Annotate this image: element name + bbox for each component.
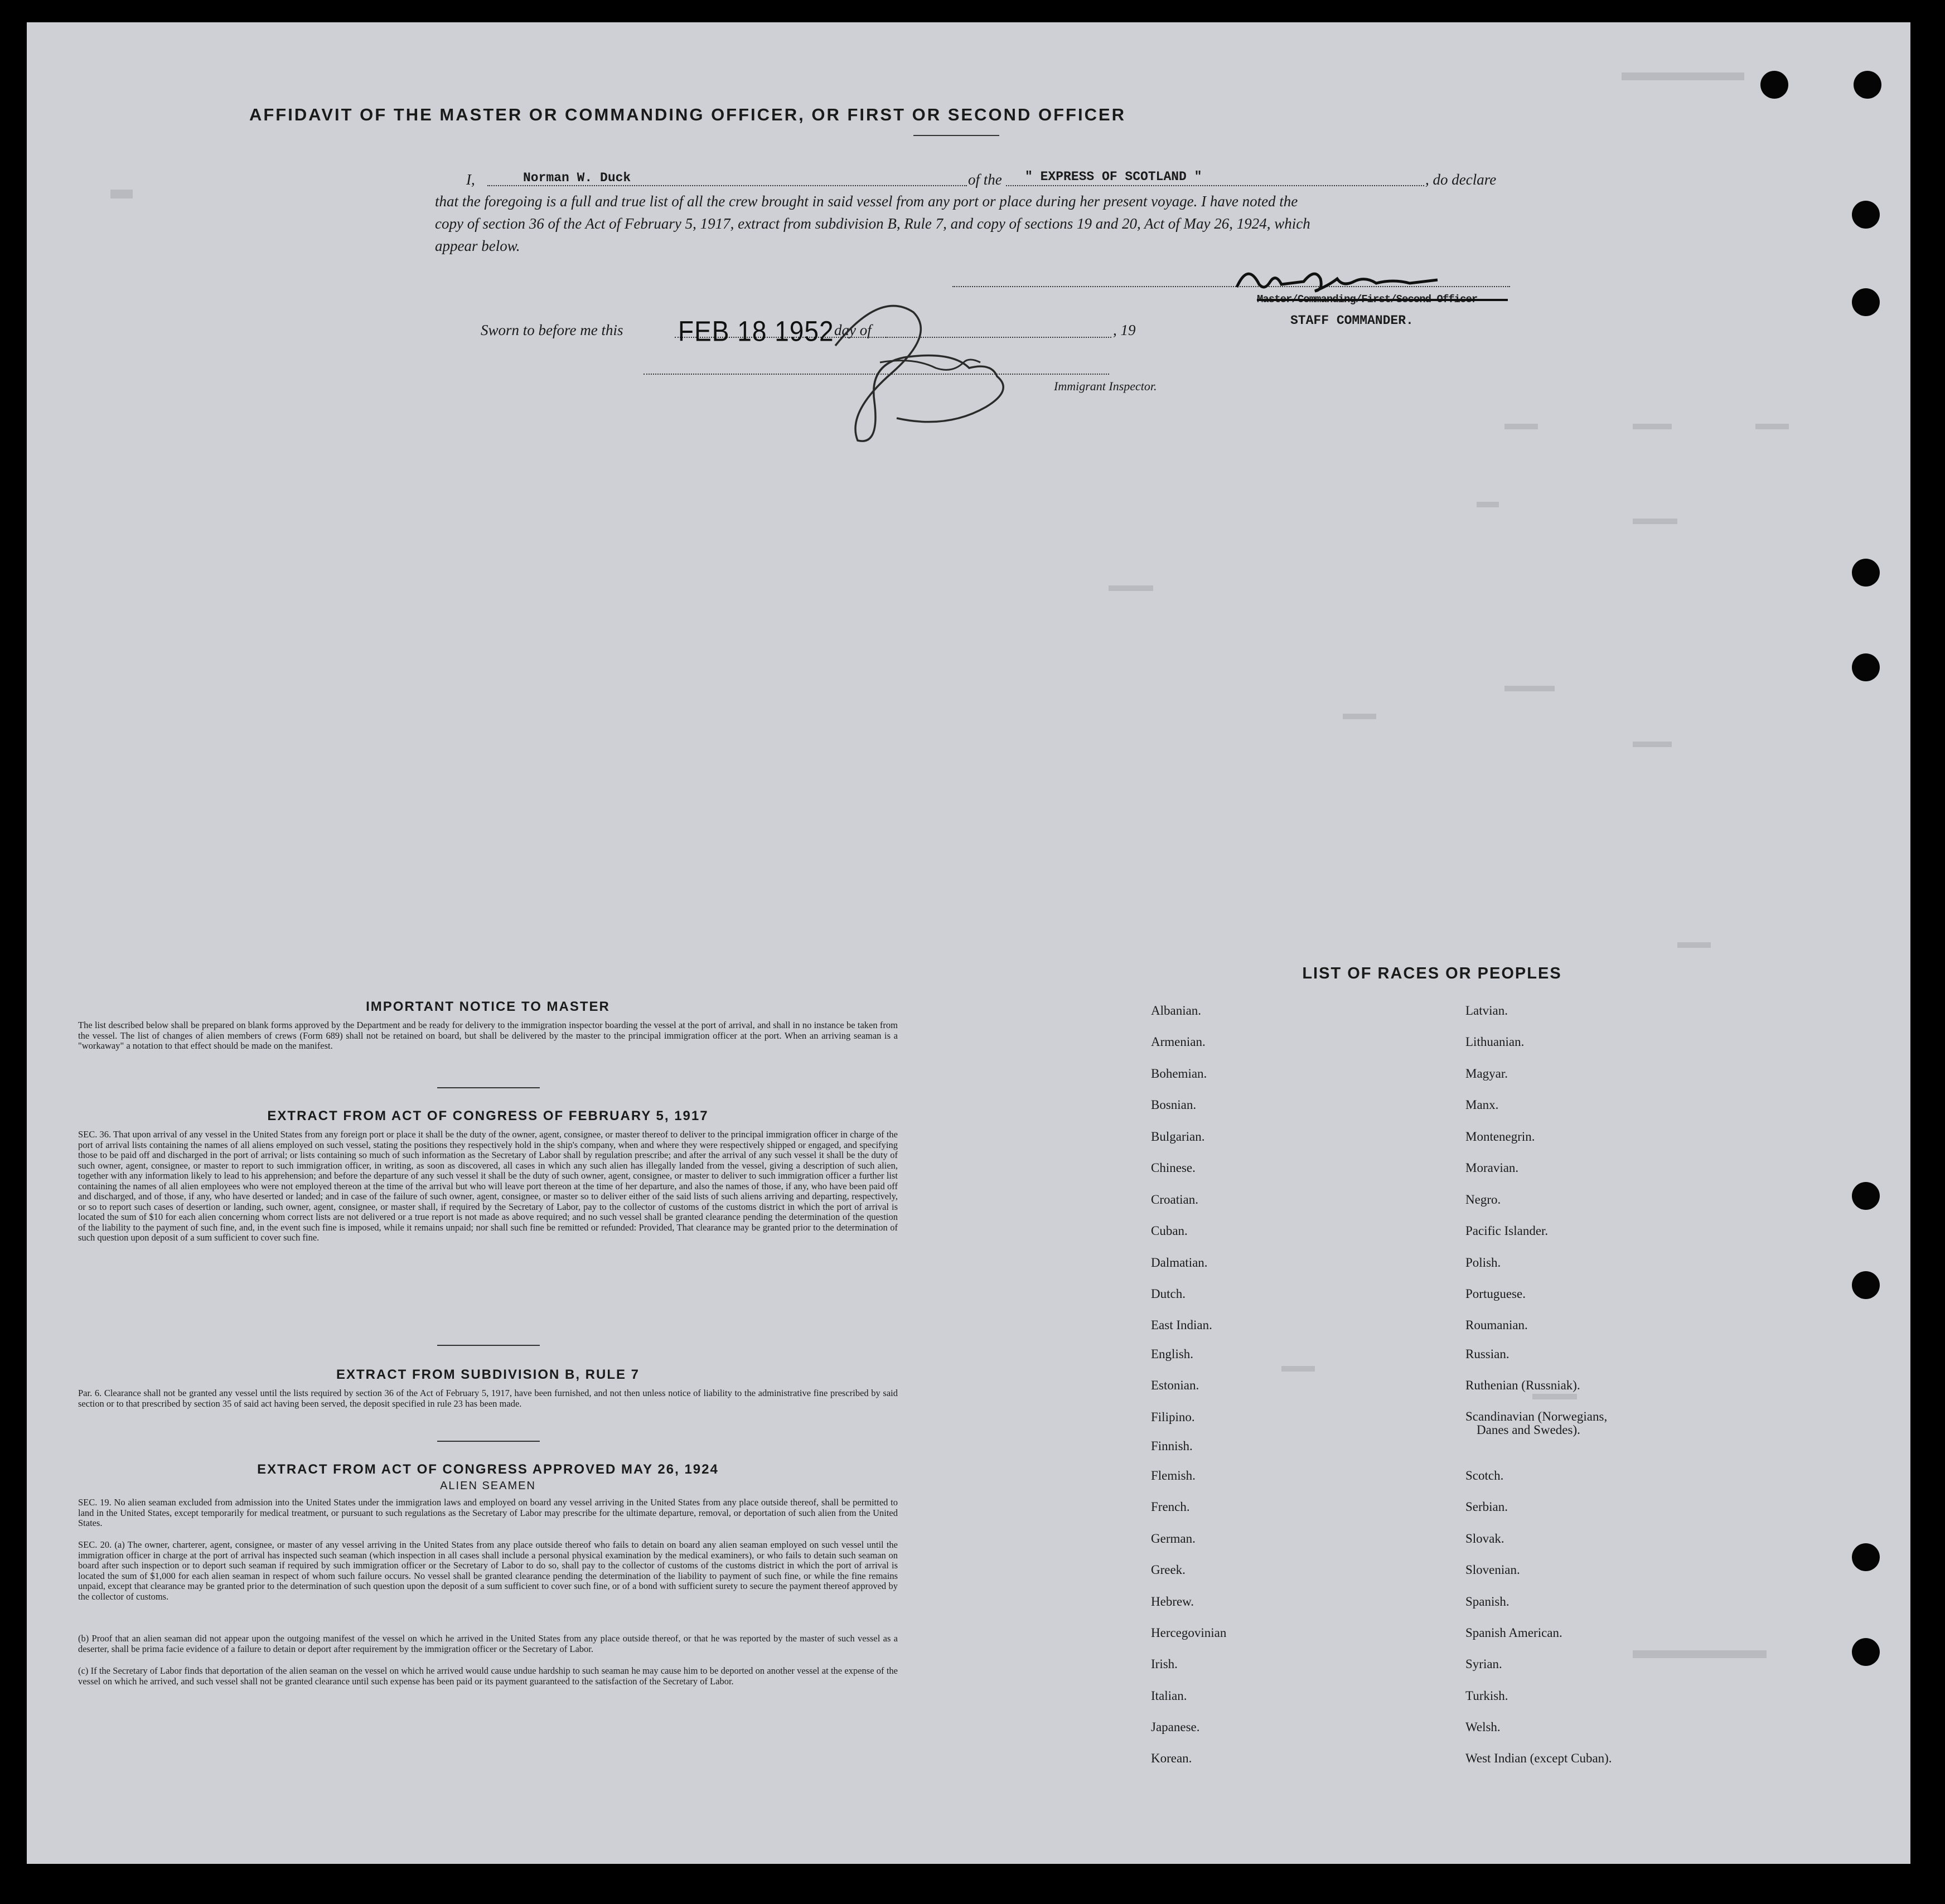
race-item: Hercegovinian — [1151, 1626, 1227, 1640]
vessel-name: " EXPRESS OF SCOTLAND " — [1025, 169, 1202, 184]
race-item: Bulgarian. — [1151, 1130, 1205, 1144]
race-item: Montenegrin. — [1465, 1130, 1535, 1144]
extract-1917-title: EXTRACT FROM ACT OF CONGRESS OF FEBRUARY 5, 1917 — [267, 1108, 709, 1123]
declaration-line-2: that the foregoing is a full and true list of all the crew brought in said vessel from any port or place during her present voyage. I have noted the — [435, 193, 1298, 210]
section-divider — [437, 1441, 540, 1442]
day-of-label: day of — [834, 322, 872, 338]
race-item: Magyar. — [1465, 1067, 1508, 1081]
race-item: Lithuanian. — [1465, 1035, 1525, 1049]
officer-title: STAFF COMMANDER. — [1290, 313, 1414, 328]
notice-body: The list described below shall be prepared on blank forms approved by the Department and be ready for delivery to the immigration inspector boarding the vessel at the port of arrival, and shall in no instance be taken from the vessel. The list of changes of alien members of crews (Form 689) shall not be retained on board, but shall be delivered by the master to the principal immigration officer at the port. When an arriving seaman is a "workaway" a notation to that effect should be made on the manifest. — [78, 1020, 898, 1051]
race-item: Bohemian. — [1151, 1067, 1207, 1081]
name-blank — [487, 185, 967, 186]
race-item: Greek. — [1151, 1563, 1186, 1577]
race-item: Croatian. — [1151, 1193, 1198, 1207]
section-divider — [437, 1345, 540, 1346]
inspector-label: Immigrant Inspector. — [1054, 379, 1157, 393]
extract-1924-sec19: SEC. 19. No alien seaman excluded from admission into the United States under the immigration laws and employed on board any vessel arriving in the United States from any place outside thereof, shall be permitted to land in the United States, except temporarily for medical treatment, or pursuant to such regulations as the Secretary of Labor may prescribe for the ultimate departure, removal, or deportation of such alien from the United States. — [78, 1497, 898, 1528]
i-label: I, — [466, 171, 475, 188]
race-item: Japanese. — [1151, 1720, 1200, 1734]
races-title: LIST OF RACES OR PEOPLES — [1302, 965, 1562, 982]
do-declare-label: , do declare — [1425, 171, 1497, 188]
race-item: Bosnian. — [1151, 1098, 1197, 1112]
race-item: Korean. — [1151, 1751, 1192, 1765]
race-item: Manx. — [1465, 1098, 1499, 1112]
race-item: Spanish American. — [1465, 1626, 1562, 1640]
of-the-label: of the — [968, 171, 1002, 188]
sworn-label: Sworn to before me this — [481, 322, 623, 338]
race-item: Cuban. — [1151, 1224, 1188, 1238]
race-item: Armenian. — [1151, 1035, 1206, 1049]
race-item: Russian. — [1465, 1347, 1509, 1361]
race-item: Slovak. — [1465, 1532, 1504, 1546]
notice-title: IMPORTANT NOTICE TO MASTER — [366, 999, 610, 1014]
extract-1917-body: SEC. 36. That upon arrival of any vessel in the United States from any foreign port or place it shall be the duty of the owner, agent, consignee, or master thereof to deliver to the principal immigration officer in charge of the port of arrival lists containing the names of all aliens employed on such vessel, stating the positions they respectively hold in the ship's company, when and where they were respectively shipped or engaged, and specifying those to be paid off and discharged in the port of arrival; or lists containing so much of such information as the Secretary of Labor shall by regulation prescribe; and after the arrival of any such vessel it shall be the duty of such owner, agent, consignee, or master to report to such immigration officer, in writing, as soon as discovered, all cases in which any such alien has illegally landed from the vessel, giving a description of such alien, together with any information likely to lead to his apprehension; and before the departure of any such vessel it shall be the duty of such owner, agent, consignee, or master to deliver to such immigration officer a further list containing the names of all alien employees who were not employed thereon at the time of the arrival but who will leave port thereon at the time of her departure, and also the names of those, if any, who have been paid off and discharged, and of those, if any, who have deserted or landed; and in case of the failure of such owner, agent, consignee, or master so to deliver either of the said lists of such aliens arriving and departing, respectively, or so to report such cases of desertion or landing, such owner, agent, consignee, or master shall, if required by the Secretary of Labor, pay to the collector of customs of the customs district in which the port of arrival is located the sum of $10 for each alien concerning whom correct lists are not delivered or a true report is not made as above required; and no such vessel shall be granted clearance pending the determination of the question of the liability to the payment of such fine, and, in the event such fine is imposed, while it remains unpaid; nor shall such fine be remitted or refunded: Provided, That clearance may be granted prior to the determination of such question upon deposit of a sum sufficient to cover such fine. — [78, 1129, 898, 1243]
race-item: Serbian. — [1465, 1500, 1508, 1514]
race-item: Polish. — [1465, 1256, 1501, 1270]
race-item: Slovenian. — [1465, 1563, 1520, 1577]
race-item: Moravian. — [1465, 1161, 1519, 1175]
race-item: Syrian. — [1465, 1657, 1502, 1671]
race-item: West Indian (except Cuban). — [1465, 1751, 1612, 1765]
race-item: Finnish. — [1151, 1439, 1193, 1453]
section-divider — [437, 1087, 540, 1088]
race-item: Chinese. — [1151, 1161, 1196, 1175]
extract-1924-sec20b: (b) Proof that an alien seaman did not appear upon the outgoing manifest of the vessel on which he arrived in the United States from any place outside thereof, or that he was reported by the master of such vessel as a deserter, shall be prima facie evidence of a failure to detain or deport after requirement by the immigration officer or the Secretary of Labor. — [78, 1633, 898, 1654]
race-item: French. — [1151, 1500, 1190, 1514]
extract-1924-sec20c: (c) If the Secretary of Labor finds that deportation of the alien seaman on the vessel on which he arrived would cause undue hardship to such seaman he may cause him to be deported on another vessel at the expense of the vessel on which he arrived, and such vessel shall not be granted clearance until such expense has been paid or its payment guaranteed to the satisfaction of the Secretary of Labor. — [78, 1665, 898, 1687]
race-item: Dutch. — [1151, 1287, 1186, 1301]
race-item: Ruthenian (Russniak). — [1465, 1378, 1580, 1392]
race-item: Spanish. — [1465, 1595, 1509, 1609]
race-item: Flemish. — [1151, 1469, 1196, 1482]
race-item: Italian. — [1151, 1689, 1187, 1703]
extract-1924-sec20a: SEC. 20. (a) The owner, charterer, agent, consignee, or master of any vessel arriving in the United States from any place outside thereof who fails to detain on board any alien seaman employed on such vessel until the immigration officer in charge at the port of arrival has inspected such seaman (which inspection in all cases shall include a personal physical examination by the medical examiners), or who fails to detain such seaman on board after such inspection or to deport such seaman if required by such immigration officer or the Secretary of Labor to do so, shall pay to the collector of customs of the customs district in which the port of arrival is located the sum of $1,000 for each alien seaman in respect of whom such failure occurs. No vessel shall be granted clearance pending the determination of the liability to payment of such fine, or while the fine remains unpaid, except that clearance may be granted prior to the determination of such question upon the deposit of a sum sufficient to cover such fine, or of a bond with sufficient surety to secure the payment thereof approved by the collector of customs. — [78, 1539, 898, 1602]
declaration-line-3: copy of section 36 of the Act of February 5, 1917, extract from subdivision B, Rule 7, and copy of sections 19 and 20, Act of May 26, 1924, which — [435, 215, 1310, 232]
race-item: Irish. — [1151, 1657, 1178, 1671]
vessel-blank — [1006, 185, 1424, 186]
race-item: Scotch. — [1465, 1469, 1504, 1482]
extract-1924-title: EXTRACT FROM ACT OF CONGRESS APPROVED MAY 26, 1924 — [257, 1462, 719, 1477]
document-page — [27, 22, 1910, 1864]
declarant-name: Norman W. Duck — [523, 171, 631, 185]
declaration-line-1 — [466, 168, 475, 191]
extract-rule7-body: Par. 6. Clearance shall not be granted any vessel until the lists required by section 36 of the Act of February 5, 1917, have been furnished, and not then unless notice of liability to the administrative fine prescribed by said section or to that prescribed by section 35 of said act having been served, the deposit specified in rule 23 has been made. — [78, 1388, 898, 1409]
race-item: Pacific Islander. — [1465, 1224, 1549, 1238]
extract-rule7-title: EXTRACT FROM SUBDIVISION B, RULE 7 — [336, 1367, 640, 1382]
race-item: Albanian. — [1151, 1004, 1202, 1018]
race-item: Hebrew. — [1151, 1595, 1194, 1609]
race-item: Dalmatian. — [1151, 1256, 1208, 1270]
race-item: Latvian. — [1465, 1004, 1508, 1018]
race-item: Estonian. — [1151, 1378, 1199, 1392]
received-date-stamp: FEB 18 1952 — [678, 315, 834, 347]
title-underline — [913, 135, 999, 136]
race-item: German. — [1151, 1532, 1196, 1546]
race-item: East Indian. — [1151, 1318, 1212, 1332]
strike-through — [1257, 299, 1508, 301]
inspector-signature-line — [644, 374, 1109, 375]
race-item: Negro. — [1465, 1193, 1501, 1207]
race-item: Scandinavian (Norwegians, — [1465, 1409, 1608, 1423]
extract-1924-subtitle: ALIEN SEAMEN — [440, 1480, 536, 1492]
inspector-signature — [768, 279, 1036, 452]
race-item: Roumanian. — [1465, 1318, 1528, 1332]
declaration-line-4: appear below. — [435, 238, 520, 254]
affidavit-title: AFFIDAVIT OF THE MASTER OR COMMANDING OFFICER, OR FIRST OR SECOND OFFICER — [249, 105, 1126, 124]
race-item: Welsh. — [1465, 1720, 1501, 1734]
race-item: English. — [1151, 1347, 1194, 1361]
year-label: , 19 — [1113, 322, 1136, 338]
race-item: Danes and Swedes). — [1477, 1423, 1580, 1437]
race-item: Turkish. — [1465, 1689, 1508, 1703]
race-item: Portuguese. — [1465, 1287, 1526, 1301]
race-item: Filipino. — [1151, 1410, 1195, 1424]
